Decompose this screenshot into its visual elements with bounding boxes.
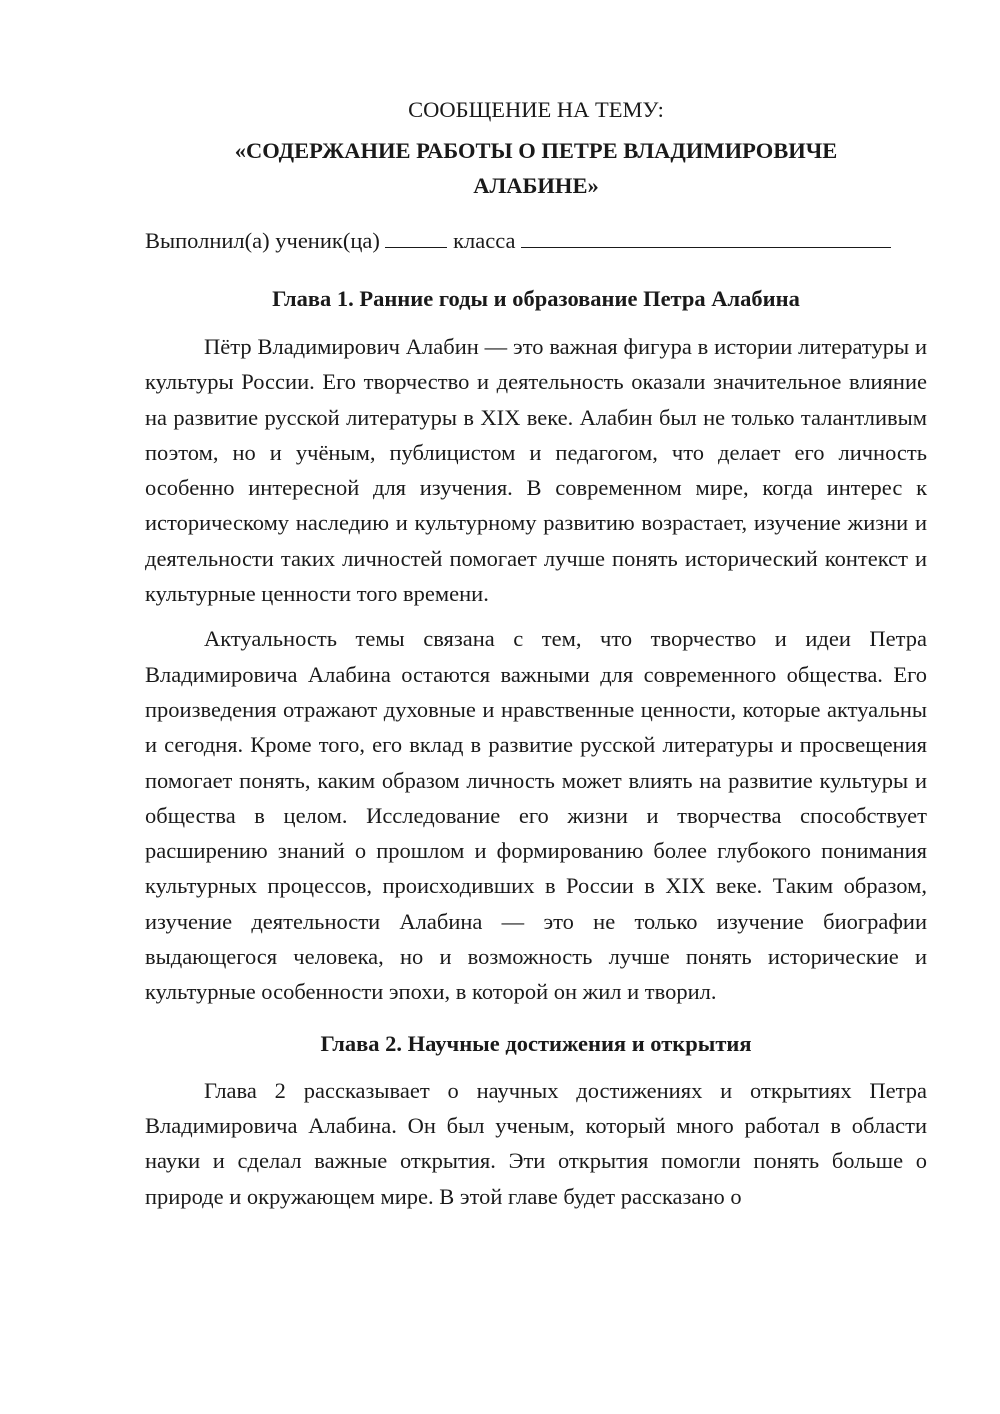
chapter-2-paragraph-1: Глава 2 рассказывает о научных достижениях и открытиях Петра Владимировича Алабина. Он был ученым, который много работал в области науки и сделал важные открытия. Эти открытия помогли понять больше о природе и окружающем мире. В этой главе будет рассказано о: [145, 1077, 927, 1209]
student-name-blank: [521, 225, 891, 248]
chapter-1-paragraph-2: Актуальность темы связана с тем, что творчество и идеи Петра Владимировича Алабина остаются важными для современного общества. Его произведения отражают духовные и нравственные ценности, которые актуальны и сегодня. Кроме того, его вклад в развитие русской литературы и просвещения помогает понять, каким образом личность может влиять на развитие культуры и общества в целом. Исследование его жизни и творчества способствует расширению знаний о прошлом и формированию более глубокого понимания культурных процессов, происходивших в России в XIX веке. Таким образом, изучение деятельности Алабина — это не только изучение биографии выдающегося человека, но и возможность лучше понять исторические и культурные особенности эпохи, в которой он жил и творил.: [145, 626, 927, 1005]
performer-class-label: класса: [453, 228, 516, 253]
subject-line: СООБЩЕНИЕ НА ТЕМУ:: [408, 97, 664, 122]
document-title: [145, 133, 927, 203]
chapter-1-paragraph-1: Пётр Владимирович Алабин — это важная фигура в истории литературы и культуры России. Его творчество и деятельность оказали значительное влияние на развитие русской литературы в XIX веке. Алабин был не только талантливым поэтом, но и учёным, публицистом и педагогом, что делает его личность особенно интересной для изучения. В современном мире, когда интерес к историческому наследию и культурному развитию возрастает, изучение жизни и деятельности таких личностей помогает лучше понять исторический контекст и культурные ценности того времени.: [145, 334, 927, 607]
chapter-2-heading: Глава 2. Научные достижения и открытия: [320, 1030, 752, 1056]
document-page: [145, 92, 927, 1214]
class-number-blank: [385, 225, 447, 248]
performer-line: [145, 223, 927, 258]
title-line-2: АЛАБИНЕ»: [473, 173, 599, 198]
performer-prefix: Выполнил(а) ученик(ца): [145, 228, 380, 253]
title-line-1: «СОДЕРЖАНИЕ РАБОТЫ О ПЕТРЕ ВЛАДИМИРОВИЧЕ: [234, 138, 838, 163]
chapter-1-heading: Глава 1. Ранние годы и образование Петра Алабина: [272, 286, 800, 311]
